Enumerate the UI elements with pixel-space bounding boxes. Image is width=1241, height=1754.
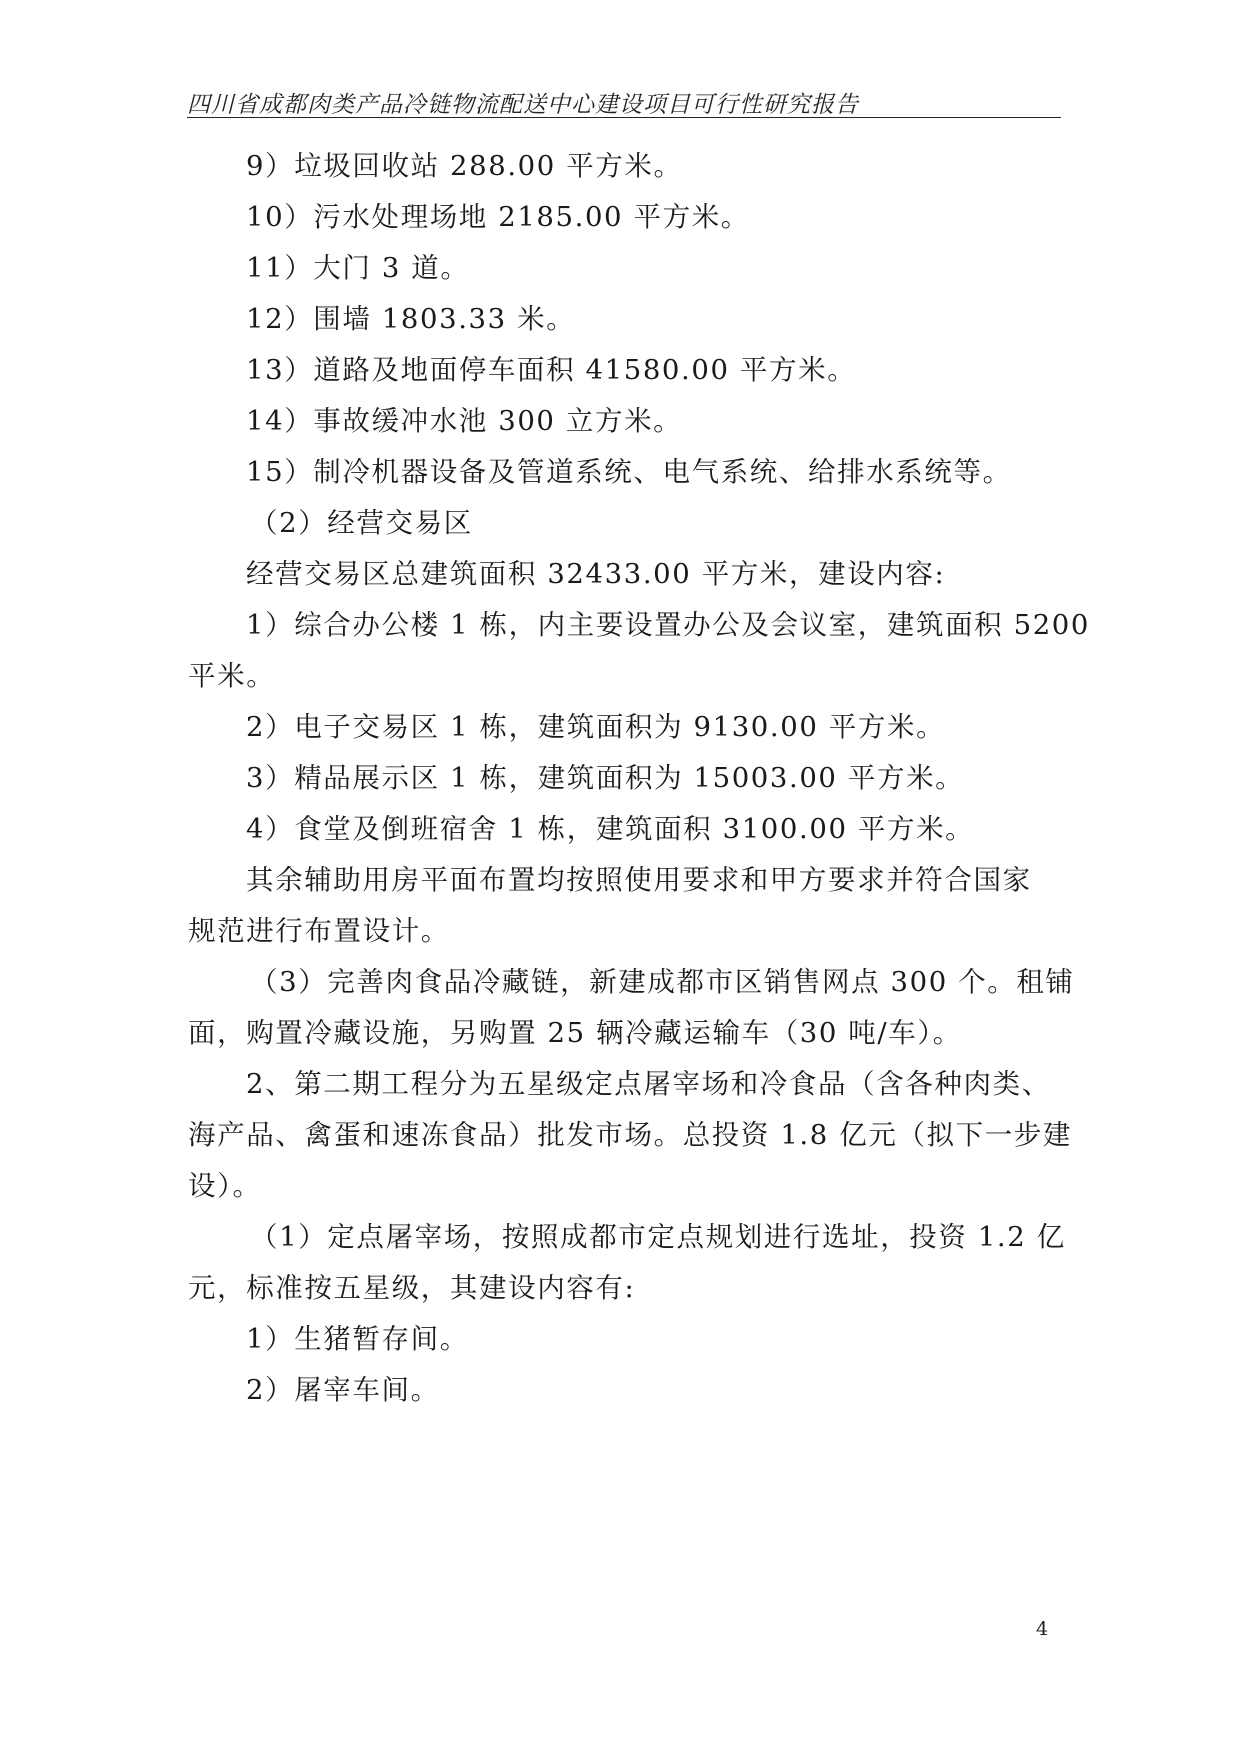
paragraph-line: 海产品、禽蛋和速冻食品）批发市场。总投资 1.8 亿元（拟下一步建 (188, 1119, 1073, 1151)
paragraph-line: 规范进行布置设计。 (188, 915, 450, 947)
paragraph-line: 12）围墙 1803.33 米。 (246, 303, 576, 335)
paragraph-line: 2、第二期工程分为五星级定点屠宰场和冷食品（含各种肉类、 (246, 1068, 1051, 1100)
paragraph-line: 设）。 (188, 1170, 262, 1202)
paragraph-line: 9）垃圾回收站 288.00 平方米。 (246, 150, 683, 182)
paragraph-line: 10）污水处理场地 2185.00 平方米。 (246, 201, 750, 233)
paragraph-line: 平米。 (188, 660, 276, 692)
paragraph-line: 其余辅助用房平面布置均按照使用要求和甲方要求并符合国家 (246, 864, 1032, 896)
paragraph-line: 15）制冷机器设备及管道系统、电气系统、给排水系统等。 (246, 456, 1012, 488)
paragraph-line: 1）综合办公楼 1 栋，内主要设置办公及会议室，建筑面积 5200 (246, 609, 1090, 641)
paragraph-line: （3）完善肉食品冷藏链，新建成都市区销售网点 300 个。租铺 (250, 966, 1075, 998)
paragraph-line: 2）电子交易区 1 栋，建筑面积为 9130.00 平方米。 (246, 711, 946, 743)
paragraph-line: 11）大门 3 道。 (246, 252, 470, 284)
paragraph-line: 4）食堂及倒班宿舍 1 栋，建筑面积 3100.00 平方米。 (246, 813, 975, 845)
paragraph-line: 2）屠宰车间。 (246, 1374, 440, 1406)
paragraph-line: 经营交易区总建筑面积 32433.00 平方米，建设内容: (246, 558, 946, 590)
paragraph-line: 3）精品展示区 1 栋，建筑面积为 15003.00 平方米。 (246, 762, 965, 794)
section-heading: （2）经营交易区 (250, 507, 473, 539)
document-header-title: 四川省成都肉类产品冷链物流配送中心建设项目可行性研究报告 (187, 92, 859, 118)
paragraph-line: 元，标准按五星级，其建设内容有: (188, 1272, 636, 1304)
header-divider (187, 117, 1061, 118)
paragraph-line: 13）道路及地面停车面积 41580.00 平方米。 (246, 354, 857, 386)
paragraph-line: 1）生猪暂存间。 (246, 1323, 469, 1355)
paragraph-line: 14）事故缓冲水池 300 立方米。 (246, 405, 683, 437)
page-number: 4 (1036, 1618, 1049, 1640)
paragraph-line: （1）定点屠宰场，按照成都市定点规划进行选址，投资 1.2 亿 (250, 1221, 1066, 1253)
paragraph-line: 面，购置冷藏设施，另购置 25 辆冷藏运输车（30 吨/车）。 (188, 1017, 962, 1049)
